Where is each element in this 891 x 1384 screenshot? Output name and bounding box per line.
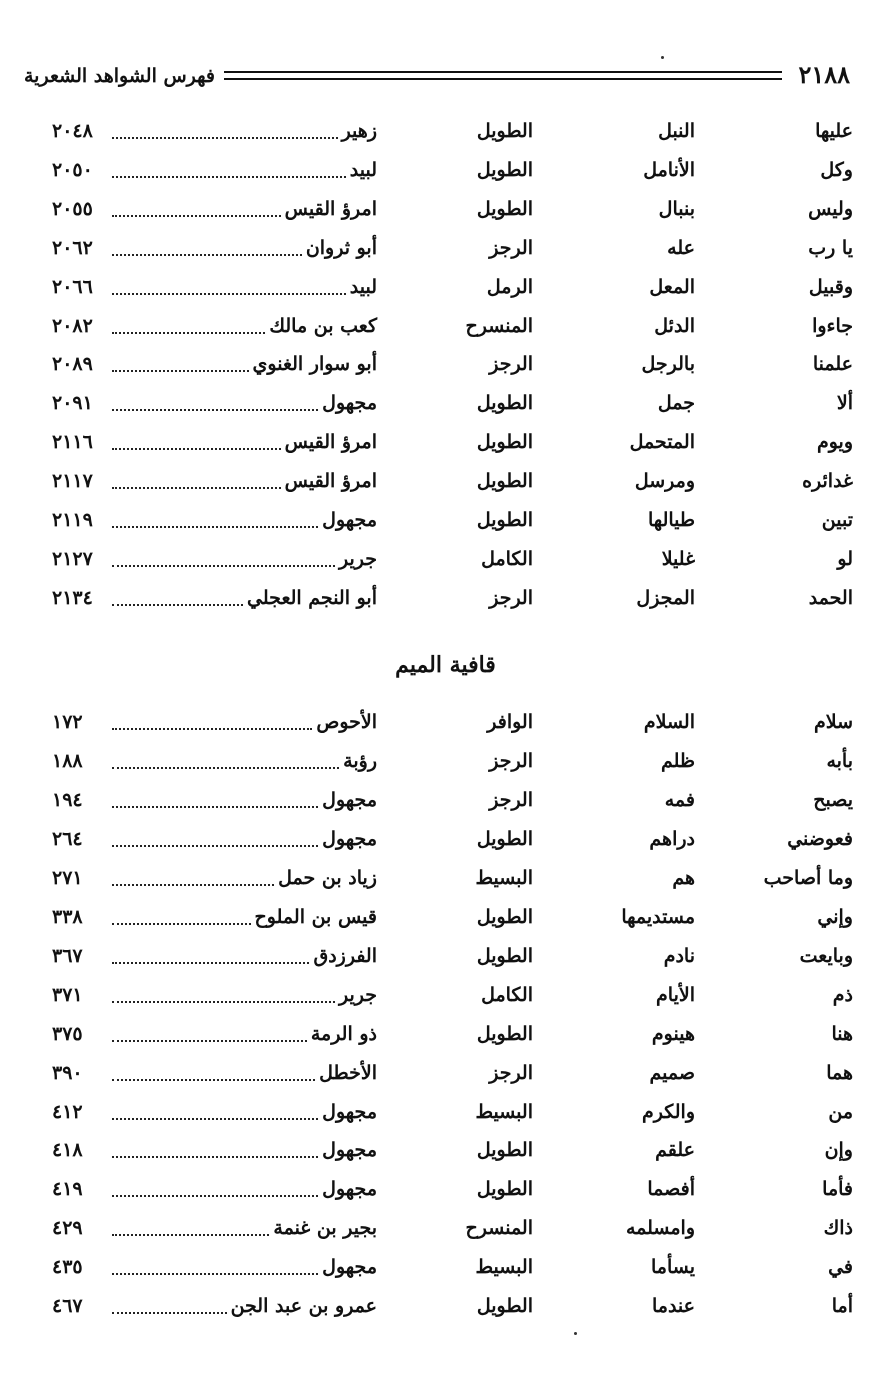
index-row	[0, 902, 891, 932]
poet-name: ذو الرمة	[310, 1022, 377, 1045]
poetic-meter: الطويل	[476, 1295, 533, 1318]
page-reference-number: ٢٠٩١	[52, 392, 93, 415]
poet-leader-line	[108, 980, 377, 1010]
poetic-meter: المنسرح	[465, 314, 533, 337]
rhyme-word: وامسلمه	[625, 1217, 695, 1240]
print-speck	[661, 56, 664, 59]
verse-opening-word: الحمد	[808, 586, 853, 609]
poet-leader-line	[108, 941, 377, 971]
rhyme-word: هينوم	[651, 1022, 695, 1045]
dot-leader	[112, 1273, 318, 1275]
page-header	[24, 60, 850, 94]
page-reference	[52, 1019, 142, 1049]
poet-leader-line	[108, 1097, 377, 1127]
poet-name: جرير	[339, 983, 377, 1006]
verse-opening-word: ذم	[832, 983, 853, 1006]
page-reference-number: ٤٢٩	[52, 1217, 83, 1240]
page-reference	[52, 466, 142, 496]
page-reference	[52, 746, 142, 776]
poet-leader-line	[108, 194, 377, 224]
dot-leader	[112, 767, 339, 769]
page-reference	[52, 544, 142, 574]
index-row	[0, 707, 891, 737]
poetic-meter: الرمل	[486, 275, 533, 298]
rhyme-word: الأيام	[656, 983, 695, 1006]
verse-opening-word: وإن	[824, 1139, 853, 1162]
rhyme-word: بنبال	[658, 197, 695, 220]
rhyme-word: عندما	[651, 1295, 695, 1318]
dot-leader	[112, 1118, 318, 1120]
page-reference	[52, 116, 142, 146]
page-reference-number: ٢١١٩	[52, 509, 93, 531]
poetic-meter: البسيط	[475, 1100, 533, 1123]
poetic-meter: الطويل	[476, 905, 533, 928]
poet-leader-line	[108, 1135, 377, 1165]
poetic-meter: الطويل	[476, 158, 533, 181]
poet-leader-line	[108, 902, 377, 932]
verse-opening-word: سلام	[813, 711, 853, 733]
page-reference	[52, 1058, 142, 1088]
poetic-meter: الطويل	[476, 431, 533, 454]
verse-opening-word: يا رب	[808, 236, 853, 259]
page-reference	[52, 194, 142, 224]
verse-opening-word: يصبح	[813, 788, 853, 811]
poet-leader-line	[108, 1291, 377, 1321]
poet-name: أبو النجم العجلي	[247, 586, 377, 609]
index-row	[0, 980, 891, 1010]
poet-leader-line	[108, 466, 377, 496]
poet-leader-line	[108, 155, 377, 185]
index-row	[0, 1135, 891, 1165]
poet-leader-line	[108, 1019, 377, 1049]
poet-leader-line	[108, 505, 377, 535]
verse-opening-word: تبين	[821, 509, 853, 531]
page-reference	[52, 1097, 142, 1127]
poet-name: جرير	[339, 547, 377, 570]
rhyme-word: هم	[672, 866, 695, 889]
poet-name: مجهول	[322, 1139, 377, 1162]
verse-opening-word: فعوضني	[787, 827, 853, 850]
index-row	[0, 1174, 891, 1204]
poet-name: رؤبة	[343, 749, 377, 772]
index-row	[0, 746, 891, 776]
index-row	[0, 311, 891, 341]
rhyme-word: السلام	[643, 711, 695, 733]
rhyme-word: المجزل	[636, 586, 695, 609]
page-reference-number: ١٩٤	[52, 788, 83, 811]
rhyme-word: ظلم	[660, 749, 695, 772]
verse-opening-word: هما	[826, 1061, 853, 1084]
poetic-meter: الطويل	[476, 1178, 533, 1201]
poetic-meter: الطويل	[476, 827, 533, 850]
poet-name: امرؤ القيس	[284, 431, 377, 454]
verse-opening-word: فأما	[822, 1178, 853, 1201]
dot-leader	[112, 176, 346, 178]
index-row	[0, 1252, 891, 1282]
dot-leader	[112, 137, 338, 139]
poetic-meter: الطويل	[476, 470, 533, 493]
poet-leader-line	[108, 1213, 377, 1243]
poet-leader-line	[108, 863, 377, 893]
page-reference-number: ١٧٢	[52, 711, 83, 733]
rhyme-word: النبل	[658, 120, 695, 142]
page-reference	[52, 863, 142, 893]
dot-leader	[112, 1195, 318, 1197]
index-row	[0, 388, 891, 418]
index-row	[0, 1213, 891, 1243]
index-row	[0, 583, 891, 613]
dot-leader	[112, 526, 318, 528]
page-reference-number: ٢١١٦	[52, 431, 93, 454]
rhyme-word: ومرسل	[634, 470, 695, 493]
index-row	[0, 544, 891, 574]
index-row	[0, 272, 891, 302]
page-reference-number: ٢٦٤	[52, 827, 83, 850]
page-reference	[52, 388, 142, 418]
verse-opening-word: وكل	[820, 158, 853, 181]
page-reference-number: ٢٠٨٩	[52, 353, 93, 376]
index-row	[0, 824, 891, 854]
poet-name: أبو ثروان	[305, 236, 377, 259]
page-reference-number: ٣٣٨	[52, 905, 83, 928]
verse-opening-word: من	[828, 1100, 853, 1123]
poetic-meter: الطويل	[476, 509, 533, 531]
page-reference-number: ٣٧٥	[52, 1022, 83, 1045]
page-reference	[52, 785, 142, 815]
page-reference	[52, 427, 142, 457]
page-reference	[52, 349, 142, 379]
page-reference-number: ٢١٣٤	[52, 586, 93, 609]
verse-opening-word: ويوم	[816, 431, 853, 454]
poet-name: مجهول	[322, 509, 377, 531]
running-title: فهرس الشواهد الشعرية	[24, 65, 215, 87]
poetic-meter: الوافر	[487, 711, 533, 733]
verse-opening-word: وإني	[817, 905, 853, 928]
index-row	[0, 505, 891, 535]
poetic-meter: الكامل	[481, 983, 533, 1006]
poetic-meter: الطويل	[476, 392, 533, 415]
header-double-rule	[224, 71, 782, 80]
poet-name: كعب بن مالك	[269, 314, 377, 337]
verse-opening-word: علمنا	[812, 353, 853, 376]
poet-leader-line	[108, 1058, 377, 1088]
index-row	[0, 466, 891, 496]
page-reference-number: ٣٦٧	[52, 944, 83, 967]
page-reference	[52, 233, 142, 263]
page-reference-number: ٢٠٦٢	[52, 236, 93, 259]
poet-name: الفرزدق	[313, 944, 377, 967]
page-reference	[52, 505, 142, 535]
page-reference-number: ٤١٢	[52, 1100, 83, 1123]
page-reference	[52, 1174, 142, 1204]
verse-opening-word: هنا	[831, 1022, 853, 1045]
poet-leader-line	[108, 272, 377, 302]
poet-leader-line	[108, 707, 377, 737]
verse-opening-word: ألا	[836, 392, 853, 415]
page-reference	[52, 824, 142, 854]
dot-leader	[112, 565, 335, 567]
poet-name: زهير	[341, 120, 377, 142]
poetic-meter: الطويل	[476, 120, 533, 142]
verse-opening-word: وبايعت	[799, 944, 853, 967]
poet-name: قيس بن الملوح	[254, 905, 377, 928]
dot-leader	[112, 1079, 315, 1081]
index-row	[0, 427, 891, 457]
poetic-meter: البسيط	[475, 866, 533, 889]
verse-opening-word: وما أصاحب	[763, 866, 853, 889]
poet-leader-line	[108, 544, 377, 574]
page-reference-number: ٢٠٤٨	[52, 120, 93, 142]
index-row	[0, 116, 891, 146]
dot-leader	[112, 1156, 318, 1158]
poetic-meter: الطويل	[476, 944, 533, 967]
index-row	[0, 349, 891, 379]
rhyme-word: فمه	[664, 788, 695, 811]
page-reference-number: ٢٠٨٢	[52, 314, 93, 337]
print-speck	[574, 1332, 577, 1335]
poet-leader-line	[108, 746, 377, 776]
index-row	[0, 1291, 891, 1321]
poet-leader-line	[108, 824, 377, 854]
verse-opening-word: جاءوا	[812, 314, 853, 337]
rhyme-word: علقم	[655, 1139, 695, 1162]
poet-name: مجهول	[322, 827, 377, 850]
page-reference	[52, 1291, 142, 1321]
verse-opening-word: في	[828, 1256, 853, 1279]
page-reference	[52, 311, 142, 341]
poetic-meter: الرجز	[489, 353, 533, 376]
poet-leader-line	[108, 233, 377, 263]
page-reference-number: ١٨٨	[52, 749, 83, 772]
page-reference-number: ٢٧١	[52, 866, 83, 889]
index-row	[0, 785, 891, 815]
poetic-meter: الطويل	[476, 1139, 533, 1162]
poet-name: لبيد	[349, 158, 377, 181]
rhyme-word: يسأما	[651, 1256, 695, 1279]
poet-name: مجهول	[322, 1100, 377, 1123]
index-row	[0, 233, 891, 263]
verse-opening-word: بأبه	[826, 749, 853, 772]
index-row	[0, 1019, 891, 1049]
page-reference	[52, 155, 142, 185]
dot-leader	[112, 806, 318, 808]
index-row	[0, 194, 891, 224]
verse-opening-word: أما	[831, 1295, 853, 1318]
poet-name: زياد بن حمل	[278, 866, 377, 889]
poet-name: مجهول	[322, 1256, 377, 1279]
poet-leader-line	[108, 349, 377, 379]
rhyme-word: غليلا	[661, 547, 695, 570]
page-reference-number: ٢٠٥٥	[52, 197, 93, 220]
verse-opening-word: عليها	[815, 120, 853, 142]
poetic-meter: الرجز	[489, 749, 533, 772]
page-reference	[52, 272, 142, 302]
poet-leader-line	[108, 1252, 377, 1282]
poetic-meter: البسيط	[475, 1256, 533, 1279]
page-reference-number: ٢١١٧	[52, 470, 93, 493]
rhyme-word: عله	[667, 236, 695, 259]
page-reference	[52, 941, 142, 971]
rhyme-word: نادم	[663, 944, 695, 967]
verse-opening-word: لو	[837, 547, 853, 570]
poetic-meter: الكامل	[481, 547, 533, 570]
page-reference-number: ٤١٩	[52, 1178, 83, 1201]
rhyme-word: والكرم	[642, 1100, 695, 1123]
page-reference-number: ٤٣٥	[52, 1256, 83, 1279]
page-reference	[52, 1213, 142, 1243]
rhyme-word: المعل	[649, 275, 695, 298]
section-heading-mim: قافية الميم	[395, 652, 496, 678]
dot-leader	[112, 409, 318, 411]
poet-name: مجهول	[322, 392, 377, 415]
poet-name: مجهول	[322, 1178, 377, 1201]
page-reference-number: ٢٠٦٦	[52, 275, 93, 298]
verse-opening-word: وقبيل	[808, 275, 853, 298]
page-reference	[52, 707, 142, 737]
rhyme-word: مستديمها	[621, 905, 695, 928]
dot-leader	[112, 293, 346, 295]
poet-leader-line	[108, 785, 377, 815]
page-reference-number: ٢٠٥٠	[52, 158, 93, 181]
page-reference-number: ٤٦٧	[52, 1295, 83, 1318]
poetic-meter: الرجز	[489, 236, 533, 259]
page-reference-number: ٣٧١	[52, 983, 83, 1006]
page-reference-number: ٣٩٠	[52, 1061, 83, 1084]
verse-opening-word: ذاك	[823, 1217, 853, 1240]
poet-leader-line	[108, 583, 377, 613]
rhyme-word: المتحمل	[629, 431, 695, 454]
page-reference	[52, 1135, 142, 1165]
rhyme-word: الأنامل	[643, 158, 695, 181]
poet-name: الأحوص	[316, 711, 377, 733]
poet-name: امرؤ القيس	[284, 197, 377, 220]
index-row	[0, 1058, 891, 1088]
poetic-meter: الطويل	[476, 197, 533, 220]
poet-name: بجير بن غنمة	[273, 1217, 377, 1240]
poet-leader-line	[108, 311, 377, 341]
poetic-meter: الرجز	[489, 788, 533, 811]
page-reference-number: ٤١٨	[52, 1139, 83, 1162]
poetic-meter: الطويل	[476, 1022, 533, 1045]
rhyme-word: الدئل	[654, 314, 695, 337]
index-row	[0, 1097, 891, 1127]
page-reference	[52, 1252, 142, 1282]
dot-leader	[112, 1001, 335, 1003]
page-number: ٢١٨٨	[798, 60, 850, 89]
rhyme-word: طيالها	[648, 509, 695, 531]
page-reference-number: ٢١٢٧	[52, 547, 93, 570]
poet-name: عمرو بن عبد الجن	[230, 1295, 377, 1318]
page-reference	[52, 583, 142, 613]
index-row	[0, 863, 891, 893]
poet-leader-line	[108, 388, 377, 418]
rhyme-word: أفصما	[647, 1178, 695, 1201]
index-row	[0, 941, 891, 971]
index-row	[0, 155, 891, 185]
rhyme-word: جمل	[657, 392, 695, 415]
poet-leader-line	[108, 1174, 377, 1204]
rhyme-word: بالرجل	[641, 353, 695, 376]
poet-name: أبو سوار الغنوي	[252, 353, 377, 376]
poet-name: مجهول	[322, 788, 377, 811]
poet-name: امرؤ القيس	[284, 470, 377, 493]
poet-name: لبيد	[349, 275, 377, 298]
poetic-meter: الرجز	[489, 1061, 533, 1084]
poetic-meter: المنسرح	[465, 1217, 533, 1240]
poet-leader-line	[108, 116, 377, 146]
poet-name: الأخطل	[319, 1061, 377, 1084]
dot-leader	[112, 728, 312, 730]
verse-opening-word: غدائره	[802, 470, 853, 493]
poetic-meter: الرجز	[489, 586, 533, 609]
dot-leader	[112, 845, 318, 847]
verse-opening-word: وليس	[808, 197, 853, 220]
page-reference	[52, 902, 142, 932]
page-reference	[52, 980, 142, 1010]
poet-leader-line	[108, 427, 377, 457]
rhyme-word: دراهم	[649, 827, 695, 850]
rhyme-word: صميم	[649, 1061, 695, 1084]
